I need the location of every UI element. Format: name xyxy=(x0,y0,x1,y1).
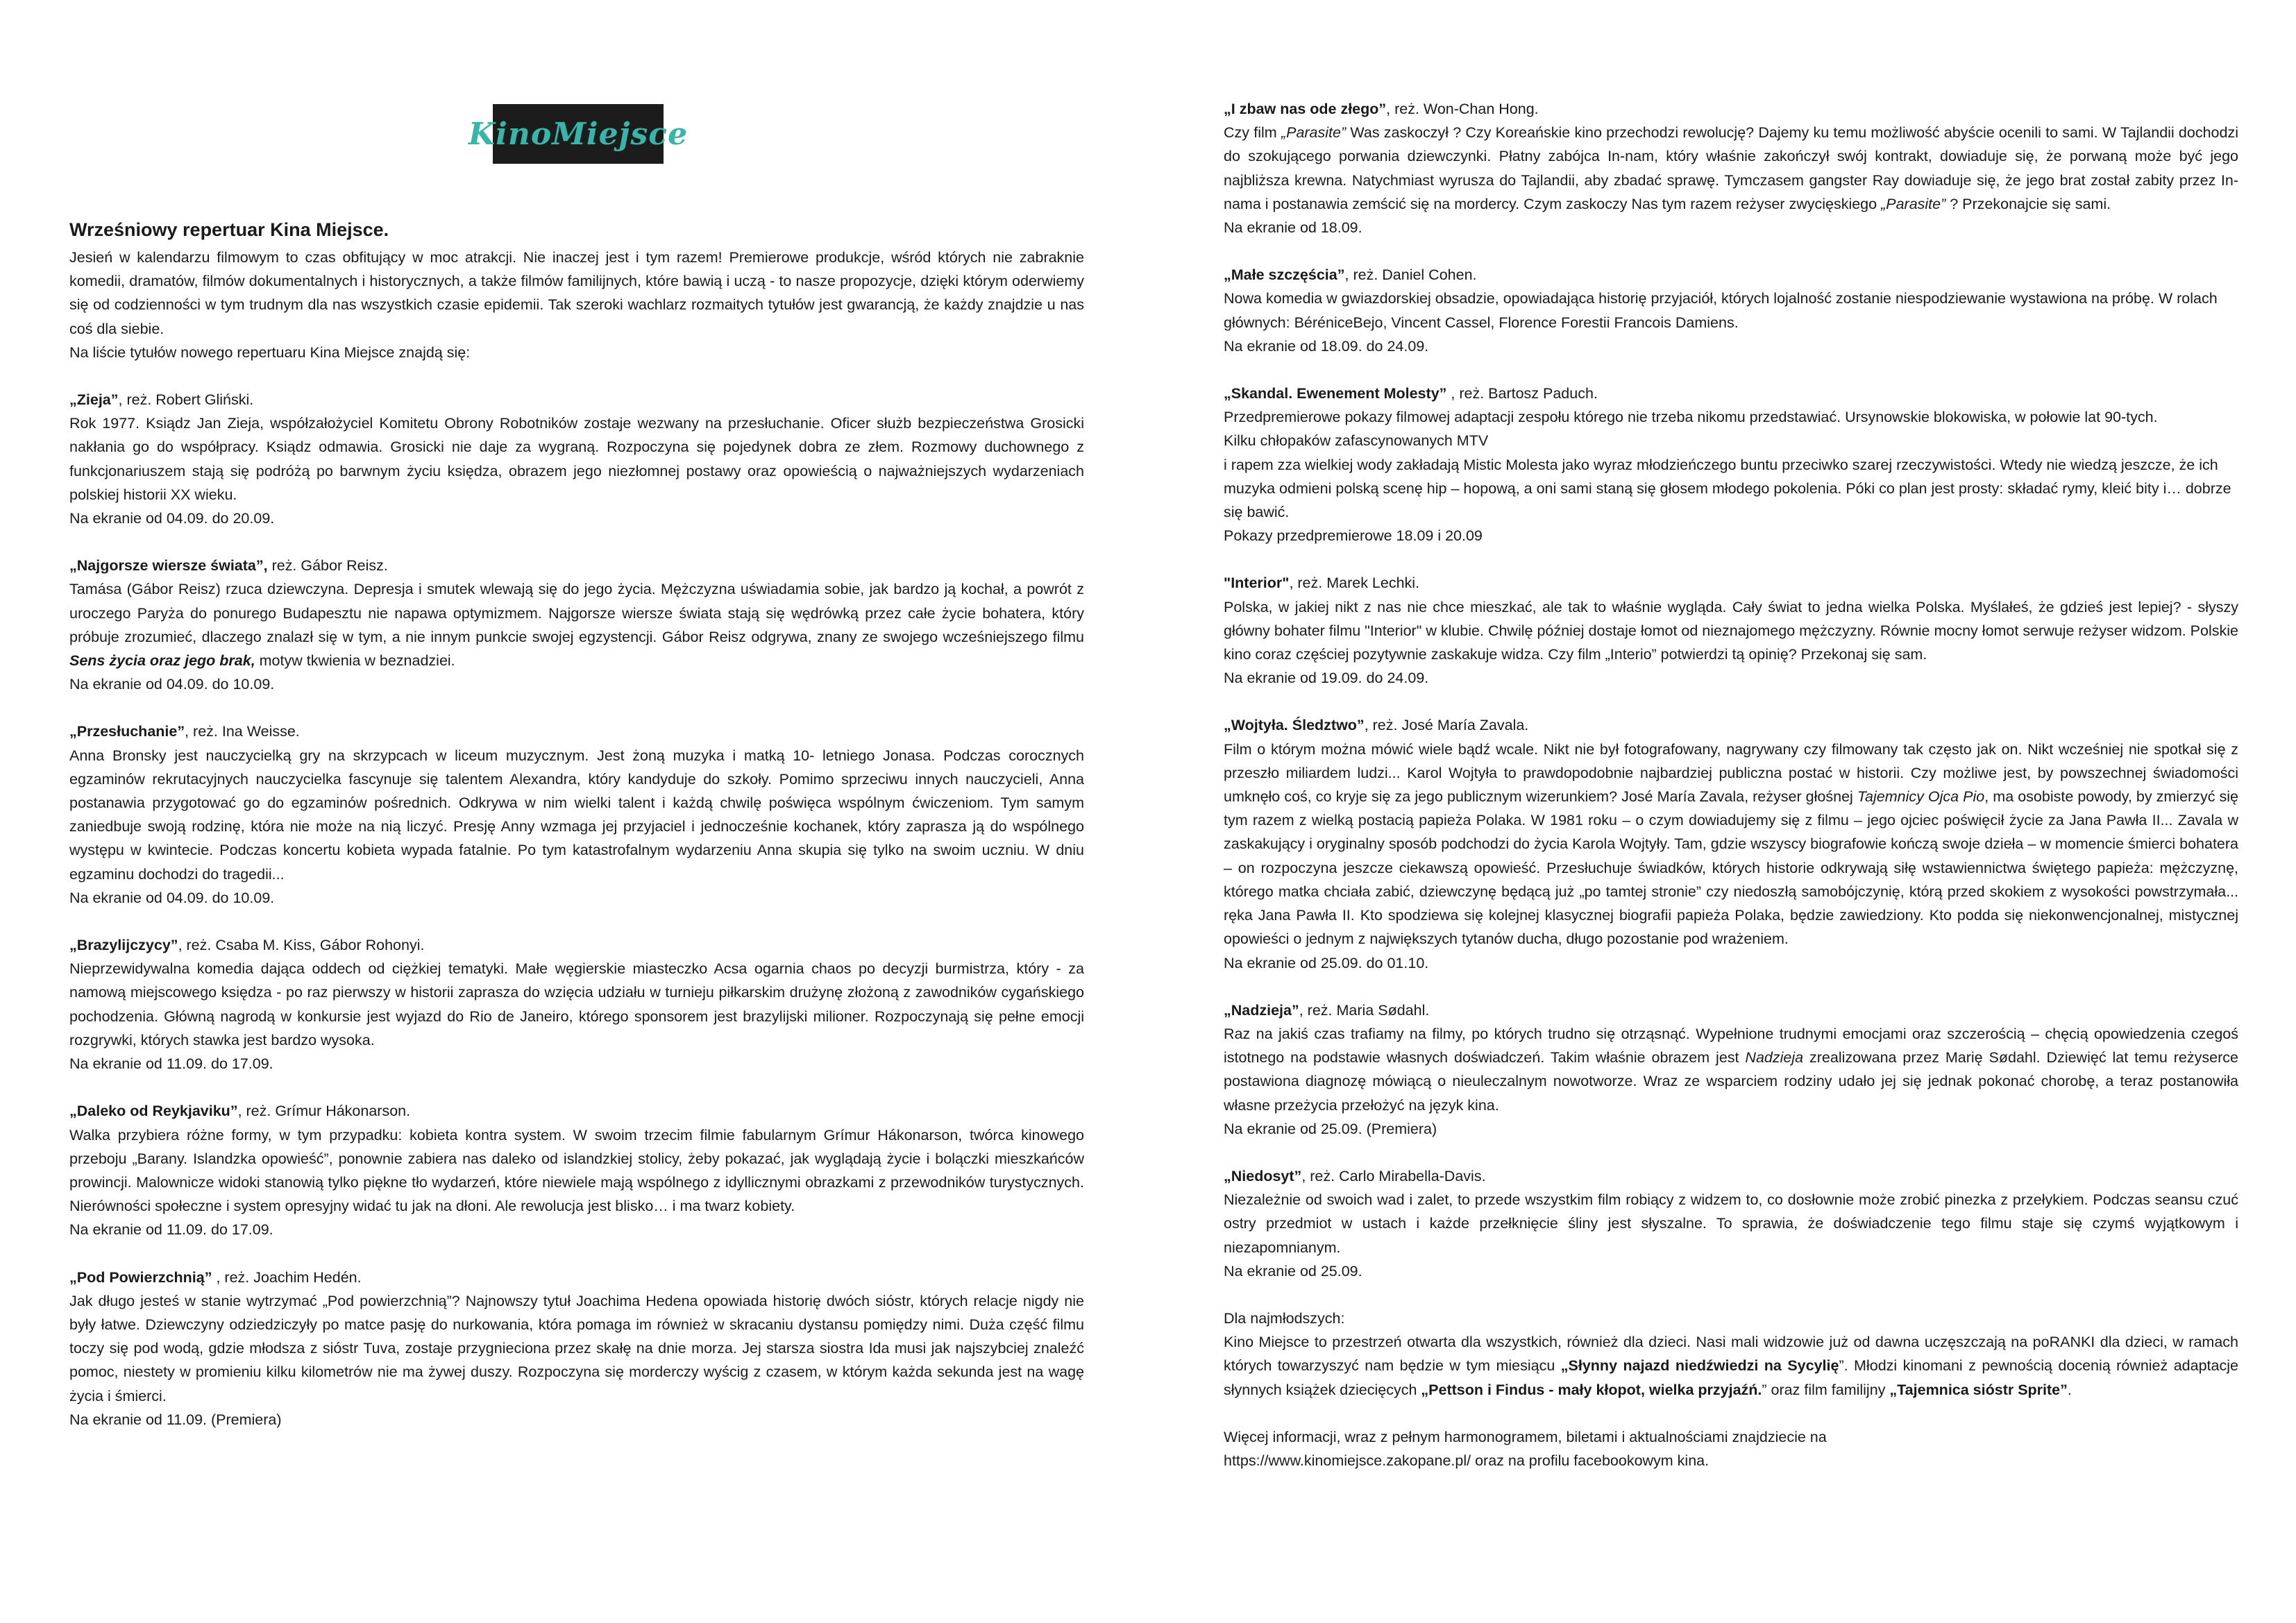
film-title: „Niedosyt” xyxy=(1224,1167,1302,1184)
film-title: „Brazylijczycy” xyxy=(69,937,178,954)
film-director: , reż. Csaba M. Kiss, Gábor Rohonyi. xyxy=(178,937,425,954)
kino-miejsce-logo: KinoMiejsce xyxy=(493,104,664,164)
film-entry-skandal xyxy=(1224,382,2238,547)
film-dates: Na ekranie od 25.09. do 01.10. xyxy=(1224,954,1429,971)
film-director: , reż. Maria Sødahl. xyxy=(1299,1001,1430,1019)
film-description: Przedpremierowe pokazy filmowej adaptacji zespołu którego nie trzeba nikomu przedstawiać. Ursynowskie blokowiska, w połowie lat 90-tych. Kilku chłopaków zafascynowanych MTV i rapem zza wielkiej wody zakładają Mistic Molesta jako wyraz młodzieńczego buntu przeciwko szarej rzeczywistości. Wtedy nie wiedzą jeszcze, że ich muzyka odmieni polską scenę hip – hopową, a oni sami staną się głosem młodego pokolenia. Póki co plan jest prosty: składać rymy, kleić bity i… dobrze się bawić. xyxy=(1224,409,2231,521)
film-title: „Daleko od Reykjaviku” xyxy=(69,1103,238,1120)
film-entry-najgorsze-wiersze xyxy=(69,554,1084,696)
film-description: Tamása (Gábor Reisz) rzuca dziewczyna. Depresja i smutek wlewają się do jego życia. Mężczyzna uświadamia sobie, jak bardzo ją kochał, a powrót z uroczego Paryża do ponurego Budapesztu nie napawa optymizmem. Najgorsze wiersze świata stają się wędrówką przez całe życie bohatera, który próbuje zrozumieć, dlaczego znalazł się w tym, a nie innym punkcie swojej egzystencji. Gábor Reisz odgrywa, znany ze swojego wcześniejszego filmu Sens życia oraz jego brak, motyw tkwienia w beznadziei. xyxy=(69,581,1084,670)
film-title: „Skandal. Ewenement Molesty” xyxy=(1224,385,1447,402)
page-title: Wrześniowy repertuar Kina Miejsce. xyxy=(69,219,389,240)
film-description: Rok 1977. Ksiądz Jan Zieja, współzałożyciel Komitetu Obrony Robotników zostaje wezwany na przesłuchanie. Oficer służb bezpieczeństwa Grosicki nakłania go do współpracy. Ksiądz odmawia. Grosicki nie daje za wygraną. Rozpoczyna się pojedynek dobra ze złem. Rozmowy duchownego z funkcjonariuszem stają się podróżą po barwnym życiu księdza, obrazem jego niezłomnej postawy oraz opowieścią o najważniejszych wydarzeniach polskiej historii XX wieku. xyxy=(69,415,1084,503)
film-dates: Na ekranie od 18.09. xyxy=(1224,219,1362,237)
film-entry-niedosyt xyxy=(1224,1164,2238,1283)
film-title: „Nadzieja” xyxy=(1224,1001,1299,1019)
film-dates: Na ekranie od 11.09. do 17.09. xyxy=(69,1055,273,1073)
film-description: Niezależnie od swoich wad i zalet, to przede wszystkim film robiący z widzem to, co dosłownie może zrobić pinezka z przełykiem. Podczas seansu czuć ostry przedmiot w ustach i każde przełknięcie śliny jest słyszalne. To sprawia, że doświadczenie tego filmu staje się czymś wyjątkowym i niezapomnianym. xyxy=(1224,1191,2238,1256)
left-content xyxy=(69,246,1084,1431)
intro-paragraph: Jesień w kalendarzu filmowym to czas obfitujący w moc atrakcji. Nie inaczej jest i tym razem! Premierowe produkcje, wśród których nie zabraknie komedii, dramatów, filmów dokumentalnych i historycznych, a także filmów familijnych, które bawią i uczą - to nasze propozycje, dzięki którym oderwiemy się od codzienności w tym trudnym dla nas wszystkich czasie epidemii. Tak szeroki wachlarz rozmaitych tytułów jest gwarancją, że każdy znajdzie u nas coś dla siebie. xyxy=(69,249,1084,337)
film-entry-przesluchanie xyxy=(69,720,1084,910)
more-info-text: Więcej informacji, wraz z pełnym harmonogramem, biletami i aktualnościami znajdziecie na xyxy=(1224,1428,1827,1445)
film-description: Polska, w jakiej nikt z nas nie chce mieszkać, ale tak to właśnie wygląda. Cały świat to jedna wielka Polska. Myślałeś, że gdzieś jest lepiej? - słyszy główny bohater filmu "Interior" w klubie. Chwilę później dostaje łomot od nieznajomego mężczyzny. Równie mocny łomot serwuje reżyser widzom. Polskie kino coraz częściej pozytywnie zaskakuje widza. Czy film „Interio” potwierdzi tą opinię? Przekonaj się sam. xyxy=(1224,598,2238,663)
film-dates: Na ekranie od 04.09. do 20.09. xyxy=(69,510,275,527)
film-dates: Na ekranie od 11.09. do 17.09. xyxy=(69,1221,273,1239)
film-director: , reż. Robert Gliński. xyxy=(118,391,254,409)
right-content xyxy=(1224,97,2238,1472)
film-title: "Interior" xyxy=(1224,575,1290,592)
film-entry-interior xyxy=(1224,571,2238,690)
kids-description: Kino Miejsce to przestrzeń otwarta dla wszystkich, również dla dzieci. Nasi mali widzowie już od dawna uczęszczają na poRANKI dla dzieci, w ramach których towarzyszyć nam będzie w tym miesiącu „Słynny najazd niedźwiedzi na Sycylię”. Młodzi kinomani z pewnością docenią również adaptacje słynnych książek dziecięcych „Pettson i Findus - mały kłopot, wielka przyjaźń.” oraz film familijny „Tajemnica sióstr Sprite”. xyxy=(1224,1334,2238,1398)
film-title: „Przesłuchanie” xyxy=(69,723,185,740)
intro-list-lead: Na liście tytułów nowego repertuaru Kina Miejsce znajdą się: xyxy=(69,343,471,361)
more-info xyxy=(1224,1425,2238,1472)
film-director: , reż. Won-Chan Hong. xyxy=(1386,101,1539,117)
film-entry-male-szczescia xyxy=(1224,263,2238,358)
film-title: „Najgorsze wiersze świata”, xyxy=(69,557,268,575)
film-dates: Pokazy przedpremierowe 18.09 i 20.09 xyxy=(1224,527,1483,545)
film-director: reż. Gábor Reisz. xyxy=(267,557,388,575)
film-dates: Na ekranie od 11.09. (Premiera) xyxy=(69,1411,282,1428)
film-entry-i-zbaw-nas-ode-zlego xyxy=(1224,97,2238,239)
film-director: , reż. Joachim Hedén. xyxy=(212,1268,362,1286)
film-entry-wojtyla-sledztwo xyxy=(1224,713,2238,974)
website-link[interactable]: https://www.kinomiejsce.zakopane.pl/ oraz na profilu facebookowym kina. xyxy=(1224,1452,1710,1469)
film-director: , reż. Daniel Cohen. xyxy=(1344,266,1477,284)
film-entry-zieja xyxy=(69,388,1084,530)
film-title: „Wojtyła. Śledztwo” xyxy=(1224,717,1365,734)
film-title: „Małe szczęścia” xyxy=(1224,266,1345,284)
film-dates: Na ekranie od 04.09. do 10.09. xyxy=(69,676,275,693)
film-director: , reż. Marek Lechki. xyxy=(1289,575,1420,592)
film-description: Raz na jakiś czas trafiamy na filmy, po których trudno się otrząsnąć. Wypełnione trudnymi emocjami oraz szczerością – chęcią opowiedzenia czegoś istotnego na podstawie własnych doświadczeń. Takim właśnie obrazem jest Nadzieja zrealizowana przez Marię Sødahl. Dziewięć lat temu reżyserce postawiona diagnozę mówiącą o nieuleczalnym nowotworze. Wraz ze wsparciem rodziny udało jej się jednak pokonać chorobę, a teraz postanowiła własne przeżycia przełożyć na język kina. xyxy=(1224,1025,2238,1114)
film-director: , reż. Grímur Hákonarson. xyxy=(237,1103,411,1120)
film-title: „I zbaw nas ode złego” xyxy=(1224,101,1387,117)
film-entry-pod-powierzchnia xyxy=(69,1266,1084,1431)
film-dates: Na ekranie od 25.09. (Premiera) xyxy=(1224,1120,1437,1137)
film-description: Anna Bronsky jest nauczycielką gry na skrzypcach w liceum muzycznym. Jest żoną muzyka i matką 10- letniego Jonasa. Podczas corocznych egzaminów rekrutacyjnych nauczycielka fascynuje się talentem Alexandra, który kandyduje do szkoły. Pomimo sprzeciwu innych nauczycieli, Anna postanawia przygotować go do egzaminów pośrednich. Odkrywa w nim wielki talent i każdą chwilę poświęca wspólnym ćwiczeniom. Tym samym zaniedbuje swoją rodzinę, która nie może na nią liczyć. Presję Anny wzmaga jej przyjaciel i jednocześnie kochanek, który zaprasza ją do wspólnego występu w kwintecie. Podczas koncertu kobieta wypada fatalnie. Po tym katastrofalnym wydarzeniu Anna skupia się tylko na swoim uczniu. W dniu egzaminu dochodzi do tragedii... xyxy=(69,747,1084,883)
film-description: Nowa komedia w gwiazdorskiej obsadzie, opowiadająca historię przyjaciół, których lojalność zostanie niespodziewanie wystawiona na próbę. W rolach głównych: BérénicеBejo, Vincent Cassel, Florence Forestii Francois Damiens. xyxy=(1224,290,2218,331)
film-entry-daleko-od-reykjaviku xyxy=(69,1099,1084,1241)
film-description: Nieprzewidywalna komedia dająca oddech od ciężkiej tematyki. Małe węgierskie miasteczko Acsa ogarnia chaos po decyzji burmistrza, który - za namową miejscowego księdza - po raz pierwszy w historii zaprasza do wzięcia udziału w turnieju piłkarskim drużynę złożoną z zawodników cygańskiego pochodzenia. Główną nagrodą w konkursie jest wyjazd do Rio de Janeiro, którego sponsorem jest brazylijski milioner. Rozpoczynają się pełne emocji rozgrywki, których stawka jest bardzo wysoka. xyxy=(69,960,1084,1048)
film-dates: Na ekranie od 25.09. xyxy=(1224,1262,1362,1280)
film-director: , reż. Bartosz Paduch. xyxy=(1446,385,1598,402)
film-director: , reż. Carlo Mirabella-Davis. xyxy=(1301,1167,1486,1184)
film-dates: Na ekranie od 18.09. do 24.09. xyxy=(1224,337,1429,355)
film-entry-nadzieja xyxy=(1224,999,2238,1141)
film-description: Czy film „Parasite” Was zaskoczył ? Czy Koreańskie kino przechodzi rewolucję? Dajemy ku temu możliwość abyście ocenili to sami. W Tajlandii dochodzi do szokującego porwania dziewczynki. Płatny zabójca In-nam, który właśnie zakończył swój kontrakt, dowiaduje się, że porwaną może być jego najbliższa krewna. Natychmiast wyrusza do Tajlandii, aby zbadać sprawę. Tymczasem gangster Ray dowiaduje się, że jego brat został zabity przez In-nama i postanawia zemścić się na mordercy. Czym zaskoczy Nas tym razem reżyser zwycięskiego „Parasite” ? Przekonajcie się sami. xyxy=(1224,124,2238,212)
film-entry-brazylijczycy xyxy=(69,933,1084,1076)
film-description: Jak długo jesteś w stanie wytrzymać „Pod powierzchnią”? Najnowszy tytuł Joachima Hedena opowiada historię dwóch sióstr, których relacje nigdy nie były łatwe. Dziewczyny odziedziczyły po matce pasję do nurkowania, która pomaga im również w skracaniu dystansu pomiędzy nimi. Duża część filmu toczy się pod wodą, gdzie młodsza z sióstr Tuva, zostaje przygnieciona przez skałę na dnie morza. Jej starsza siostra Ida musi jak najszybciej znaleźć pomoc, niestety w promieniu kilku kilometrów nie ma żywej duszy. Rozpoczyna się morderczy wyścig z czasem, w którym każda sekunda jest na wagę życia i śmierci. xyxy=(69,1292,1084,1404)
film-director: , reż. Ina Weisse. xyxy=(185,723,300,740)
film-title: „Zieja” xyxy=(69,391,119,409)
kids-section xyxy=(1224,1307,2238,1402)
film-dates: Na ekranie od 04.09. do 10.09. xyxy=(69,889,275,906)
film-dates: Na ekranie od 19.09. do 24.09. xyxy=(1224,670,1429,687)
film-title: „Pod Powierzchnią” xyxy=(69,1268,212,1286)
kids-heading: Dla najmłodszych: xyxy=(1224,1309,1345,1327)
film-description: Walka przybiera różne formy, w tym przypadku: kobieta kontra system. W swoim trzecim filmie fabularnym Grímur Hákonarson, twórca kinowego przeboju „Barany. Islandzka opowieść”, ponownie zabiera nas daleko od islandzkiej stolicy, żeby pokazać, jak wyglądają życie i bolączki mieszkańców prowincji. Malownicze widoki stanowią tylko piękne tło wydarzeń, które niewiele mają wspólnego z idyllicznymi obrazkami z przewodników turystycznych. Nierówności społeczne i system opresyjny widać tu jak na dłoni. Ale rewolucja jest blisko… i ma twarz kobiety. xyxy=(69,1126,1084,1215)
film-director: , reż. José María Zavala. xyxy=(1364,717,1529,734)
film-description: Film o którym można mówić wiele bądź wcale. Nikt nie był fotografowany, nagrywany czy filmowany tak często jak on. Nikt wcześniej nie spotkał się z przeszło miliardem ludzi... Karol Wojtyła to prawdopodobnie najbardziej publiczna postać w historii. Czy możliwe jest, by powszechnej świadomości umknęło coś, co kryje się za jego publicznym wizerunkiem? José María Zavala, reżyser głośnej Tajemnicy Ojca Pio, ma osobiste powody, by zmierzyć się tym razem z wielką postacią papieża Polaka. W 1981 roku – o czym dowiadujemy się z filmu – jego ojciec poświęcił życie za Jana Pawła II... Zavala w zaskakujący i oryginalny sposób podchodzi do życia Karola Wojtyły. Tam, gdzie wszyscy biografowie kończą swoje dzieła – w momencie śmierci bohatera – on rozpoczyna jeszcze ciekawszą opowieść. Przesłuchuje świadków, których historie odkrywają siłę wstawiennictwa świętego papieża: mężczyznę, którego matka chciała zabić, dziewczynę będącą już „po tamtej stronie” czy niedoszłą samobójczynię, którą przed skokiem z wysokości powstrzymała... ręka Jana Pawła II. Kto spodziewa się kolejnej klasycznej biografii papieża Polaka, będzie zawiedziony. Kto podda się niekonwencjonalnej, mistycznej opowieści o jednym z największych tytanów ducha, długo pozostanie pod wrażeniem. xyxy=(1224,740,2238,948)
